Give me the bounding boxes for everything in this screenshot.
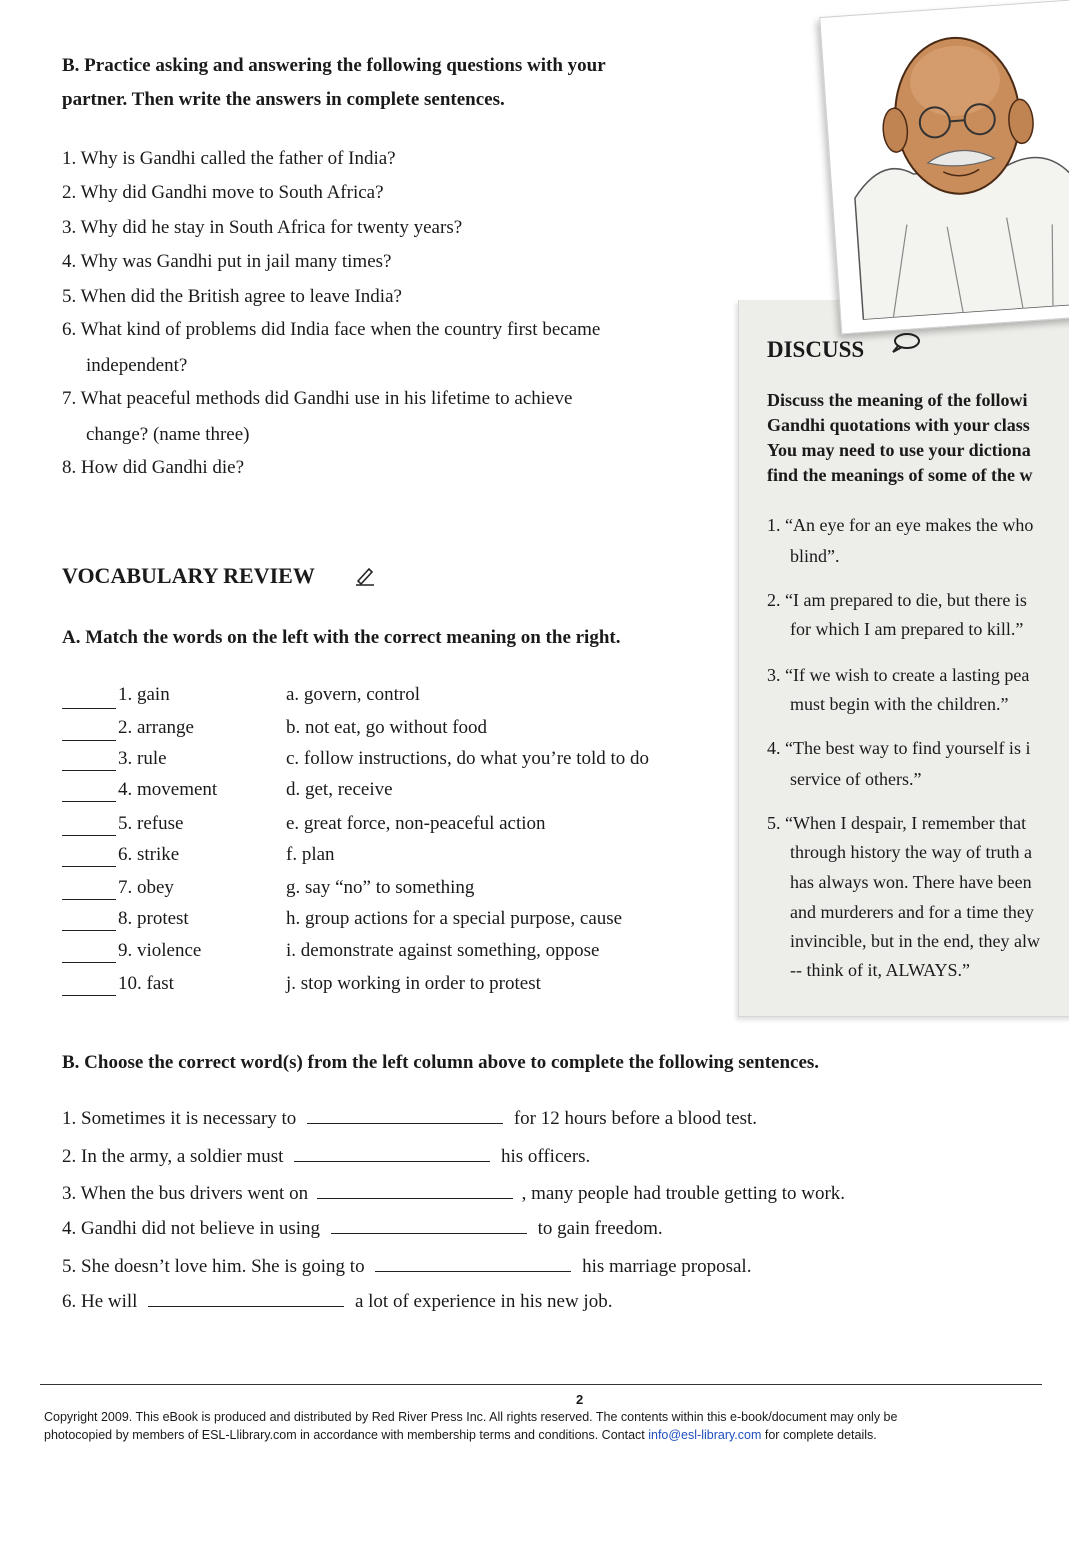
sentence-before: 2. In the army, a soldier must xyxy=(62,1146,284,1167)
discuss-title: DISCUSS xyxy=(767,337,865,362)
sentence-after: , many people had trouble getting to work. xyxy=(521,1183,846,1204)
contact-email-link[interactable]: info@esl-library.com xyxy=(648,1428,762,1442)
quote-line: for which I am prepared to kill.” xyxy=(790,619,1024,639)
question-item: 6. What kind of problems did India face when the country first became xyxy=(62,319,601,340)
pencil-writing-icon xyxy=(354,566,376,591)
quote-line: through history the way of truth a xyxy=(790,842,1032,862)
answer-blank[interactable] xyxy=(62,962,116,963)
answer-blank[interactable] xyxy=(148,1306,344,1307)
discuss-intro-line: Discuss the meaning of the followi xyxy=(767,390,1028,410)
answer-blank[interactable] xyxy=(62,899,116,900)
footer-divider xyxy=(40,1384,1042,1385)
quote-line: 5. “When I despair, I remember that xyxy=(767,813,1027,833)
answer-blank[interactable] xyxy=(62,835,116,836)
answer-blank[interactable] xyxy=(317,1198,513,1199)
vocab-title: VOCABULARY REVIEW xyxy=(62,563,315,588)
vocab-word: 5. refuse xyxy=(118,813,184,834)
gandhi-illustration xyxy=(819,0,1069,334)
vocab-meaning: c. follow instructions, do what you’re told to do xyxy=(286,748,650,769)
sentence-after: his officers. xyxy=(500,1146,591,1167)
fill-sentence xyxy=(62,1183,845,1205)
answer-blank[interactable] xyxy=(62,708,116,709)
vocab-word: 6. strike xyxy=(118,844,180,865)
quote-line: 2. “I am prepared to die, but there is xyxy=(767,590,1027,610)
discuss-intro-line: You may need to use your dictiona xyxy=(767,440,1031,460)
question-item: 5. When did the British agree to leave India? xyxy=(62,286,402,307)
answer-blank[interactable] xyxy=(375,1271,571,1272)
fill-sentence xyxy=(62,1108,757,1130)
question-item: 7. What peaceful methods did Gandhi use in his lifetime to achieve xyxy=(62,388,573,409)
question-item-continued: change? (name three) xyxy=(86,424,250,445)
vocab-word: 8. protest xyxy=(118,908,189,929)
vocab-meaning: e. great force, non-peaceful action xyxy=(286,813,546,834)
answer-blank[interactable] xyxy=(307,1123,503,1124)
discuss-panel xyxy=(738,300,1069,1017)
sentence-after: for 12 hours before a blood test. xyxy=(513,1108,758,1129)
quote-line: and murderers and for a time they xyxy=(790,902,1034,922)
question-item: 4. Why was Gandhi put in jail many times? xyxy=(62,251,392,272)
answer-blank[interactable] xyxy=(62,770,116,771)
quote-line: invincible, but in the end, they alw xyxy=(790,931,1040,951)
page-number: 2 xyxy=(576,1392,584,1407)
discuss-intro-line: Gandhi quotations with your class xyxy=(767,415,1030,435)
fill-sentence xyxy=(62,1146,590,1168)
answer-blank[interactable] xyxy=(294,1161,490,1162)
vocab-word: 4. movement xyxy=(118,779,218,800)
question-item: 3. Why did he stay in South Africa for twenty years? xyxy=(62,217,463,238)
vocab-word: 7. obey xyxy=(118,877,174,898)
sentence-before: 4. Gandhi did not believe in using xyxy=(62,1218,321,1239)
section-b-heading-line1: B. Practice asking and answering the following questions with your xyxy=(62,55,606,76)
quote-line: blind”. xyxy=(790,546,840,566)
sentence-before: 3. When the bus drivers went on xyxy=(62,1183,309,1204)
answer-blank[interactable] xyxy=(62,801,116,802)
quote-line: 4. “The best way to find yourself is i xyxy=(767,738,1031,758)
vocab-meaning: h. group actions for a special purpose, cause xyxy=(286,908,623,929)
answer-blank[interactable] xyxy=(62,995,116,996)
sentence-before: 1. Sometimes it is necessary to xyxy=(62,1108,297,1129)
copyright-text: photocopied by members of ESL-Llibrary.com in accordance with membership terms and conditions. Contact xyxy=(44,1428,649,1442)
fill-sentence xyxy=(62,1218,663,1240)
vocab-meaning: g. say “no” to something xyxy=(286,877,475,898)
fill-sentence xyxy=(62,1256,751,1278)
question-item: 8. How did Gandhi die? xyxy=(62,457,245,478)
sentence-after: to gain freedom. xyxy=(537,1218,663,1239)
vocab-meaning: a. govern, control xyxy=(286,684,421,705)
quote-line: has always won. There have been xyxy=(790,872,1032,892)
vocab-word: 9. violence xyxy=(118,940,202,961)
copyright-line: Copyright 2009. This eBook is produced and distributed by Red River Press Inc. All rights reserved. The contents within this e-book/document may only be xyxy=(44,1410,898,1424)
sentence-after: his marriage proposal. xyxy=(582,1256,752,1277)
answer-blank[interactable] xyxy=(331,1233,527,1234)
question-item-continued: independent? xyxy=(86,355,188,376)
vocab-word: 1. gain xyxy=(118,684,170,705)
quote-line: 1. “An eye for an eye makes the who xyxy=(767,515,1034,535)
sentence-before: 6. He will xyxy=(62,1291,138,1312)
vocab-meaning: b. not eat, go without food xyxy=(286,717,488,738)
speech-bubble-icon xyxy=(889,332,921,359)
vocab-word: 10. fast xyxy=(118,973,174,994)
fill-sentence xyxy=(62,1291,612,1313)
sentence-after: a lot of experience in his new job. xyxy=(354,1291,613,1312)
discuss-intro-line: find the meanings of some of the w xyxy=(767,465,1033,485)
vocab-word: 3. rule xyxy=(118,748,167,769)
question-item: 1. Why is Gandhi called the father of India? xyxy=(62,148,396,169)
answer-blank[interactable] xyxy=(62,866,116,867)
quote-line: must begin with the children.” xyxy=(790,694,1009,714)
sentence-before: 5. She doesn’t love him. She is going to xyxy=(62,1256,365,1277)
question-item: 2. Why did Gandhi move to South Africa? xyxy=(62,182,384,203)
answer-blank[interactable] xyxy=(62,930,116,931)
quote-line: 3. “If we wish to create a lasting pea xyxy=(767,665,1030,685)
quote-line: service of others.” xyxy=(790,769,922,789)
copyright-text-end: for complete details. xyxy=(761,1428,877,1442)
vocab-meaning: d. get, receive xyxy=(286,779,393,800)
vocab-meaning: i. demonstrate against something, oppose xyxy=(286,940,600,961)
quote-line: -- think of it, ALWAYS.” xyxy=(790,960,970,980)
vocab-meaning: j. stop working in order to protest xyxy=(286,973,541,994)
vocab-word: 2. arrange xyxy=(118,717,194,738)
answer-blank[interactable] xyxy=(62,740,116,741)
part-a-heading: A. Match the words on the left with the correct meaning on the right. xyxy=(62,627,621,648)
section-b-heading-line2: partner. Then write the answers in complete sentences. xyxy=(62,89,505,110)
copyright-line-2 xyxy=(44,1428,877,1442)
part-b-heading: B. Choose the correct word(s) from the left column above to complete the following sentences. xyxy=(62,1052,820,1073)
vocab-meaning: f. plan xyxy=(286,844,335,865)
